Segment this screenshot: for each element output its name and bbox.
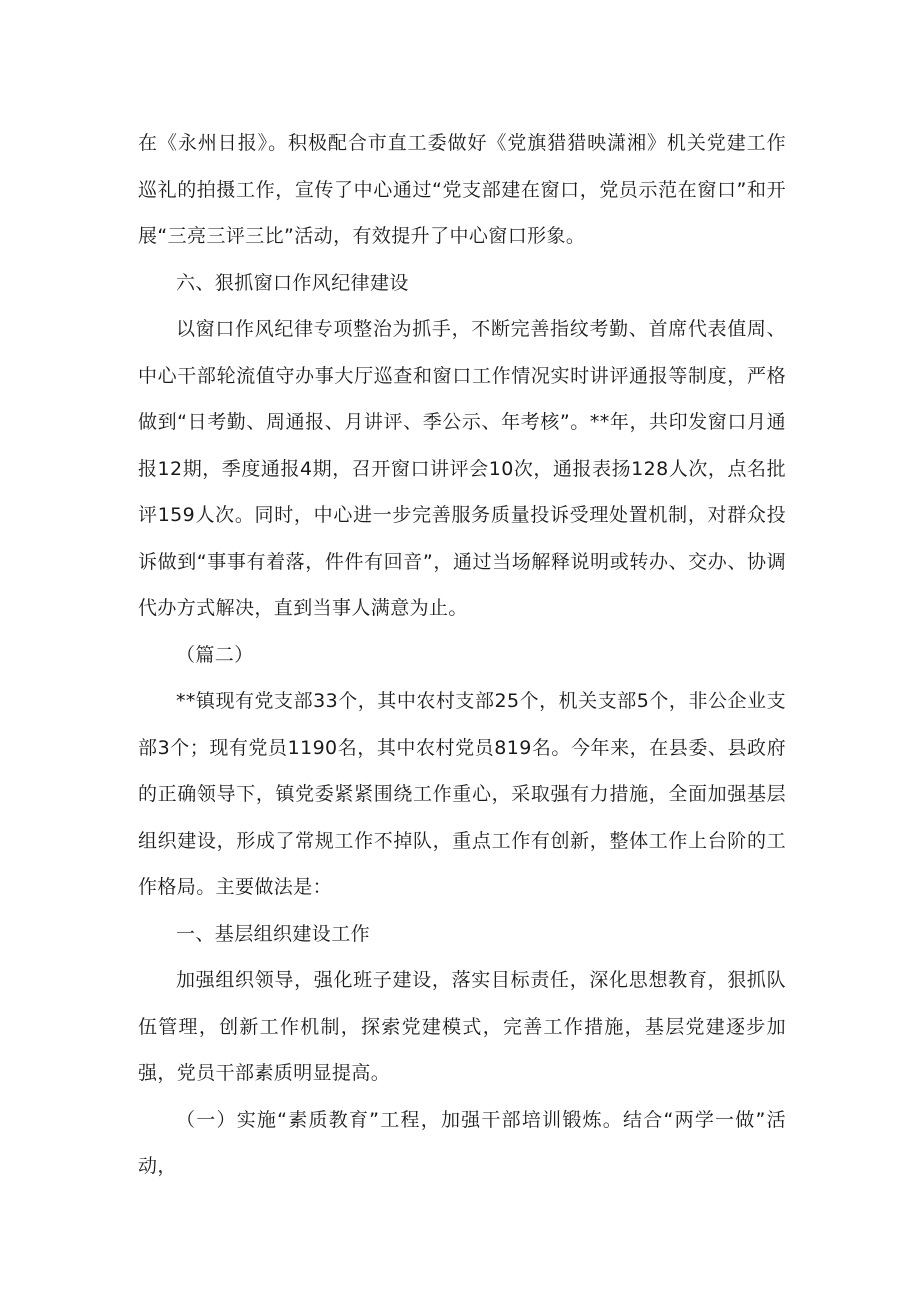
paragraph-organization: 加强组织领导，强化班子建设，落实目标责任，深化思想教育，狠抓队伍管理，创新工作机制，探索党建模式，完善工作措施，基层党建逐步加强，党员干部素质明显提高。 xyxy=(138,969,786,1084)
paragraph-quality-education: （一）实施“素质教育”工程，加强干部培训锻炼。结合“两学一做”活动， xyxy=(138,1108,786,1177)
paragraph-town-overview: **镇现有党支部33个，其中农村支部25个，机关支部5个，非公企业支部3个；现有党员1190名，其中农村党员819名。今年来，在县委、县政府的正确领导下，镇党委紧紧围绕工作重心，采取强有力措施，全面加强基层组织建设，形成了常规工作不掉队，重点工作有创新，整体工作上台阶的工作格局。主要做法是： xyxy=(138,690,786,898)
paragraph-discipline: 以窗口作风纪律专项整治为抓手，不断完善指纹考勤、首席代表值周、中心干部轮流值守办事大厅巡查和窗口工作情况实时讲评通报等制度，严格做到“日考勤、周通报、月讲评、季公示、年考核”。**年，共印发窗口月通报12期，季度通报4期，召开窗口讲评会10次，通报表扬128人次，点名批评159人次。同时，中心进一步完善服务质量投诉受理处置机制，对群众投诉做到“事事有着落，件件有回音”，通过当场解释说明或转办、交办、协调代办方式解决，直到当事人满意为止。 xyxy=(138,318,786,619)
part-heading-two: （篇二） xyxy=(176,643,254,666)
section-heading-one: 一、基层组织建设工作 xyxy=(176,922,371,945)
document-body xyxy=(138,120,786,1190)
paragraph-continuation: 在《永州日报》。积极配合市直工委做好《党旗猎猎映潇湘》机关党建工作巡礼的拍摄工作，宣传了中心通过“党支部建在窗口，党员示范在窗口”和开展“三亮三评三比”活动，有效提升了中心窗口形象。 xyxy=(138,132,786,247)
section-heading-six: 六、狠抓窗口作风纪律建设 xyxy=(176,271,409,294)
